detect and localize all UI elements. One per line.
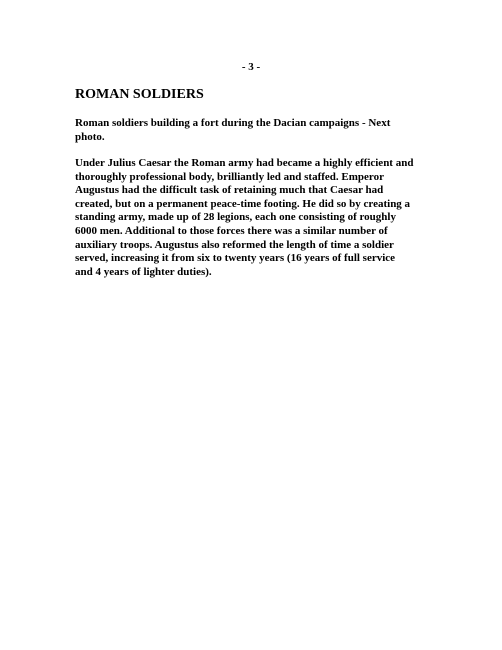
paragraph-line: thoroughly professional body, brilliantly led and staffed. Emperor [75,170,384,183]
paragraph-line: served, increasing it from six to twenty years (16 years of full service [75,252,396,265]
section-heading: ROMAN SOLDIERS [75,87,204,102]
paragraph-line: and 4 years of lighter duties). [75,265,212,278]
photo-caption-paragraph [75,117,435,144]
paragraph-line: created, but on a permanent peace-time footing. He did so by creating a [75,197,411,210]
page-number: - 3 - [241,61,261,73]
paragraph-line: 6000 men. Additional to those forces there was a similar number of [75,224,388,237]
paragraph-line: auxiliary troops. Augustus also reformed the length of time a soldier [75,238,394,251]
paragraph-line: Roman soldiers building a fort during the Dacian campaigns - Next [75,117,391,129]
body-paragraph [75,157,435,279]
paragraph-line: standing army, made up of 28 legions, each one consisting of roughly [75,211,396,224]
paragraph-line: Augustus had the difficult task of retaining much that Caesar had [75,184,384,197]
paragraph-line: Under Julius Caesar the Roman army had became a highly efficient and [75,157,414,169]
paragraph-line: photo. [75,130,105,143]
